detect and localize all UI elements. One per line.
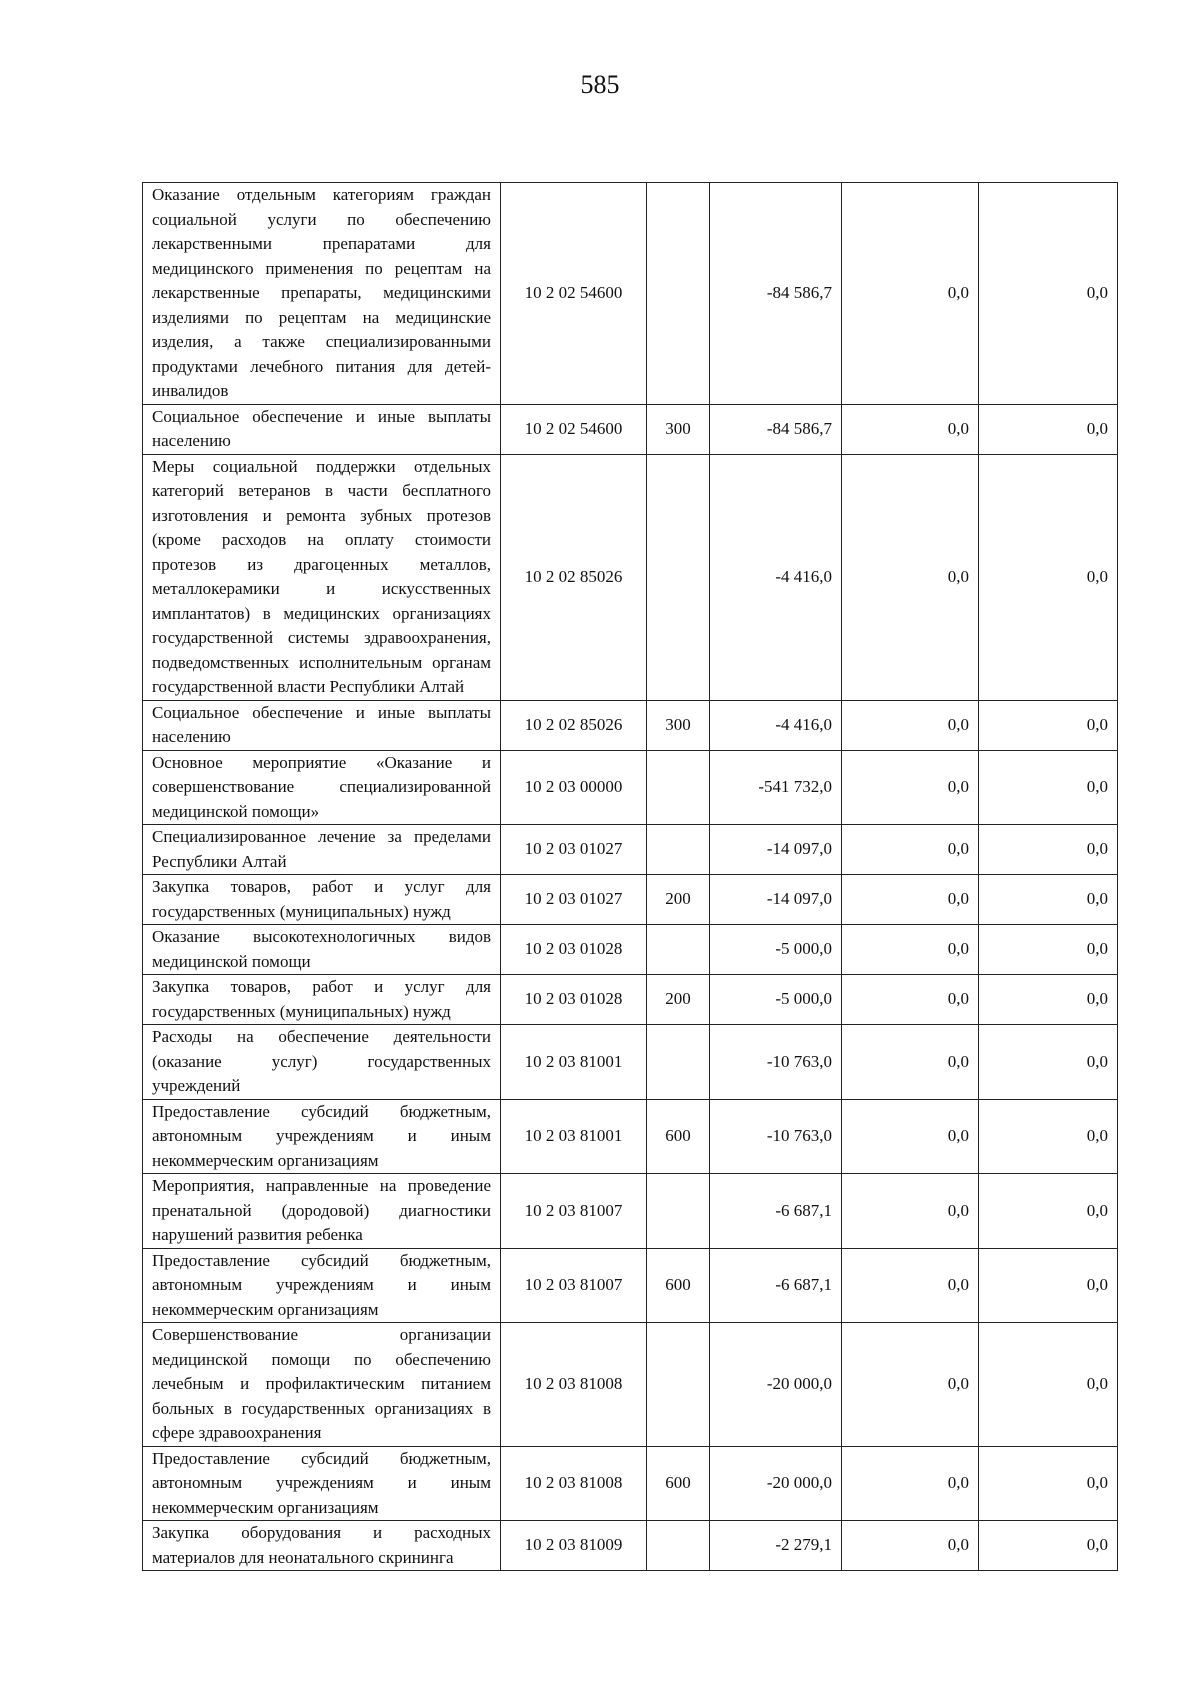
row-expense-type [647,1174,710,1249]
row-description: Предоставление субсидий бюджетным, автономным учреждениям и иным некоммерческим организациям [143,1099,501,1174]
row-expense-type: 200 [647,975,710,1025]
row-description: Закупка товаров, работ и услуг для государственных (муниципальных) нужд [143,975,501,1025]
row-amount-1: -14 097,0 [710,825,842,875]
row-amount-2: 0,0 [842,183,979,405]
row-amount-2: 0,0 [842,1025,979,1100]
table-row [143,1099,1118,1174]
row-amount-2: 0,0 [842,404,979,454]
table-row [143,875,1118,925]
row-code: 10 2 03 01027 [501,825,647,875]
row-amount-1: -84 586,7 [710,404,842,454]
table-row [143,183,1118,405]
row-amount-1: -4 416,0 [710,454,842,700]
row-amount-3: 0,0 [979,975,1118,1025]
row-description: Социальное обеспечение и иные выплаты населению [143,404,501,454]
table-row [143,925,1118,975]
row-code: 10 2 03 01028 [501,925,647,975]
row-amount-3: 0,0 [979,700,1118,750]
row-amount-2: 0,0 [842,1174,979,1249]
row-code: 10 2 02 54600 [501,183,647,405]
row-expense-type [647,825,710,875]
row-amount-3: 0,0 [979,1446,1118,1521]
table-row [143,1025,1118,1100]
row-expense-type: 300 [647,404,710,454]
row-amount-3: 0,0 [979,825,1118,875]
row-code: 10 2 03 81007 [501,1248,647,1323]
row-amount-1: -5 000,0 [710,975,842,1025]
row-amount-3: 0,0 [979,1099,1118,1174]
row-code: 10 2 02 85026 [501,700,647,750]
row-description: Предоставление субсидий бюджетным, автономным учреждениям и иным некоммерческим организациям [143,1248,501,1323]
row-code: 10 2 03 81008 [501,1446,647,1521]
row-amount-2: 0,0 [842,925,979,975]
row-amount-1: -6 687,1 [710,1248,842,1323]
table-row [143,1521,1118,1571]
row-amount-3: 0,0 [979,454,1118,700]
row-amount-2: 0,0 [842,875,979,925]
row-amount-2: 0,0 [842,1446,979,1521]
row-description: Меры социальной поддержки отдельных категорий ветеранов в части бесплатного изготовления и ремонта зубных протезов (кроме расходов на оплату стоимости протезов из драгоценных металлов, металлокерамики и искусственных имплантатов) в медицинских организациях государственной системы здравоохранения, подведомственных исполнительным органам государственной власти Республики Алтай [143,454,501,700]
table-row [143,700,1118,750]
row-amount-1: -84 586,7 [710,183,842,405]
row-description: Мероприятия, направленные на проведение пренатальной (дородовой) диагностики нарушений развития ребенка [143,1174,501,1249]
table-row [143,1323,1118,1447]
table-row [143,1446,1118,1521]
row-amount-2: 0,0 [842,1521,979,1571]
row-expense-type: 600 [647,1446,710,1521]
table-row [143,1248,1118,1323]
row-amount-2: 0,0 [842,700,979,750]
row-expense-type: 300 [647,700,710,750]
row-expense-type [647,750,710,825]
row-amount-3: 0,0 [979,1174,1118,1249]
row-expense-type [647,454,710,700]
row-amount-2: 0,0 [842,825,979,875]
row-expense-type: 600 [647,1099,710,1174]
row-code: 10 2 03 81001 [501,1025,647,1100]
page-number: 585 [580,70,620,99]
row-expense-type [647,1323,710,1447]
row-amount-1: -14 097,0 [710,875,842,925]
row-expense-type: 600 [647,1248,710,1323]
row-amount-2: 0,0 [842,1099,979,1174]
row-amount-1: -4 416,0 [710,700,842,750]
row-amount-3: 0,0 [979,1025,1118,1100]
table-row [143,975,1118,1025]
row-amount-3: 0,0 [979,1521,1118,1571]
row-description: Предоставление субсидий бюджетным, автономным учреждениям и иным некоммерческим организациям [143,1446,501,1521]
budget-table [142,182,1118,1571]
table-row [143,454,1118,700]
row-amount-2: 0,0 [842,454,979,700]
row-expense-type: 200 [647,875,710,925]
row-amount-3: 0,0 [979,1323,1118,1447]
row-description: Социальное обеспечение и иные выплаты населению [143,700,501,750]
row-amount-2: 0,0 [842,1323,979,1447]
row-expense-type [647,925,710,975]
row-description: Закупка товаров, работ и услуг для государственных (муниципальных) нужд [143,875,501,925]
row-code: 10 2 03 00000 [501,750,647,825]
row-code: 10 2 03 01027 [501,875,647,925]
row-expense-type [647,1521,710,1571]
row-amount-3: 0,0 [979,875,1118,925]
table-row [143,750,1118,825]
row-expense-type [647,183,710,405]
row-amount-3: 0,0 [979,925,1118,975]
row-description: Оказание отдельным категориям граждан социальной услуги по обеспечению лекарственными препаратами для медицинского применения по рецептам на лекарственные препараты, медицинскими изделиями по рецептам на медицинские изделия, а также специализированными продуктами лечебного питания для детей-инвалидов [143,183,501,405]
row-description: Расходы на обеспечение деятельности (оказание услуг) государственных учреждений [143,1025,501,1100]
row-code: 10 2 03 81001 [501,1099,647,1174]
row-amount-3: 0,0 [979,1248,1118,1323]
row-code: 10 2 03 01028 [501,975,647,1025]
table-row [143,1174,1118,1249]
row-description: Оказание высокотехнологичных видов медицинской помощи [143,925,501,975]
table-row [143,825,1118,875]
row-amount-1: -10 763,0 [710,1099,842,1174]
row-code: 10 2 02 54600 [501,404,647,454]
row-amount-1: -20 000,0 [710,1323,842,1447]
table-row [143,404,1118,454]
row-amount-3: 0,0 [979,183,1118,405]
row-expense-type [647,1025,710,1100]
row-amount-1: -20 000,0 [710,1446,842,1521]
row-amount-3: 0,0 [979,750,1118,825]
row-description: Совершенствование организации медицинской помощи по обеспечению лечебным и профилактическим питанием больных в государственных организациях в сфере здравоохранения [143,1323,501,1447]
row-amount-2: 0,0 [842,975,979,1025]
row-code: 10 2 03 81007 [501,1174,647,1249]
row-amount-3: 0,0 [979,404,1118,454]
row-description: Специализированное лечение за пределами Республики Алтай [143,825,501,875]
row-description: Закупка оборудования и расходных материалов для неонатального скрининга [143,1521,501,1571]
row-code: 10 2 03 81009 [501,1521,647,1571]
row-amount-1: -5 000,0 [710,925,842,975]
row-amount-1: -6 687,1 [710,1174,842,1249]
row-amount-1: -10 763,0 [710,1025,842,1100]
row-amount-2: 0,0 [842,1248,979,1323]
row-amount-2: 0,0 [842,750,979,825]
row-code: 10 2 02 85026 [501,454,647,700]
row-code: 10 2 03 81008 [501,1323,647,1447]
row-description: Основное мероприятие «Оказание и совершенствование специализированной медицинской помощи» [143,750,501,825]
row-amount-1: -2 279,1 [710,1521,842,1571]
row-amount-1: -541 732,0 [710,750,842,825]
table-body [143,183,1118,1571]
